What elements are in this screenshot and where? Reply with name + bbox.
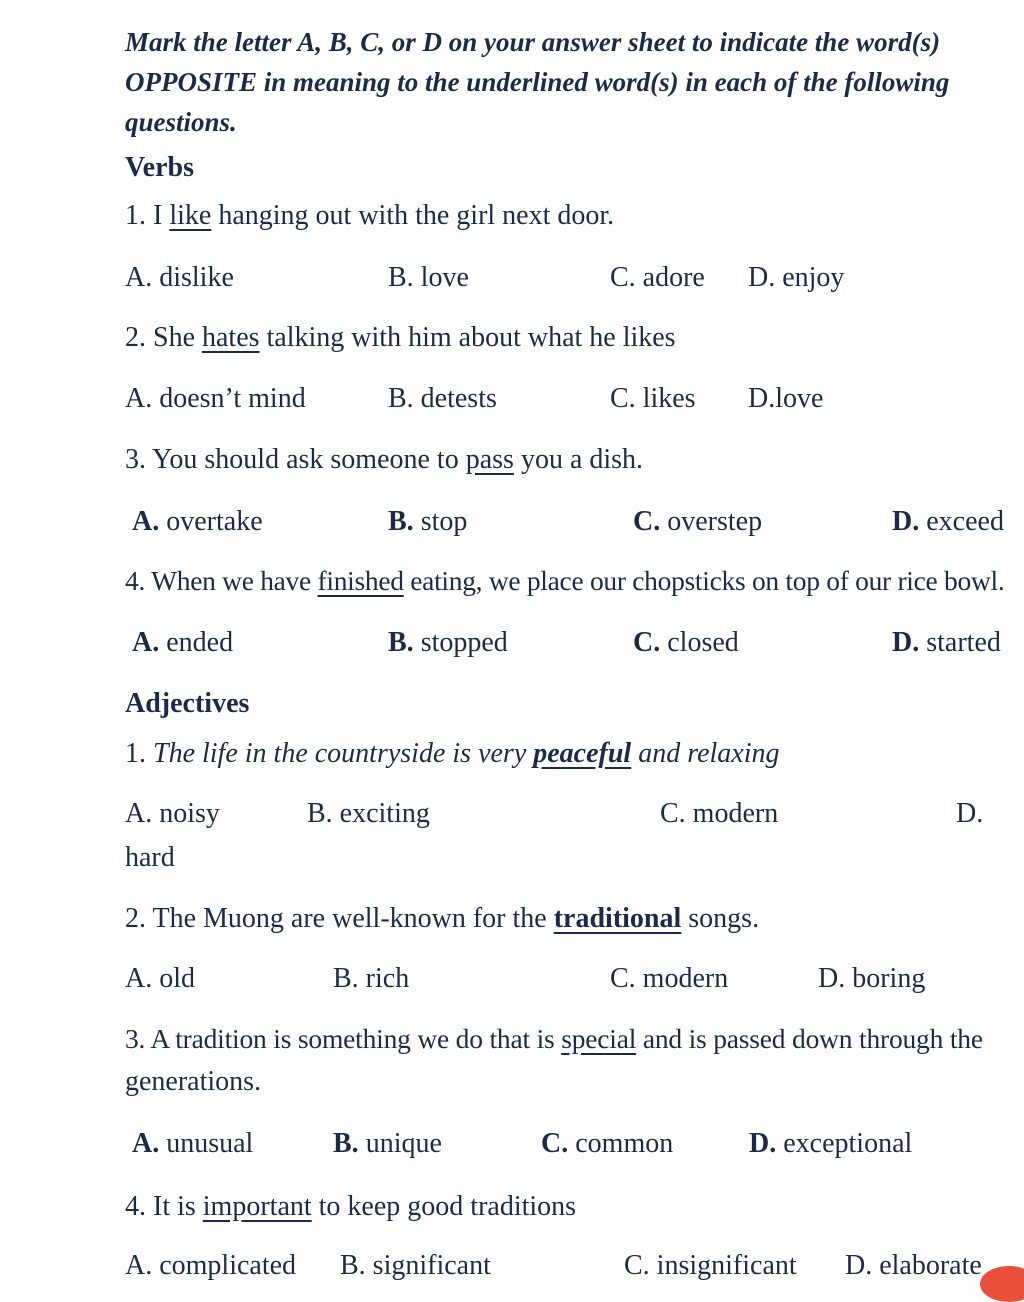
option-b[interactable]	[388, 506, 467, 538]
question-number: 2.	[125, 322, 146, 353]
corner-dot-icon	[980, 1266, 1024, 1302]
option-c[interactable]: C. adore	[610, 262, 705, 293]
adjectives-question-2	[125, 903, 759, 935]
underlined-word: like	[169, 200, 212, 231]
option-letter: B.	[333, 1128, 359, 1159]
question-text: you a dish.	[513, 444, 644, 475]
underlined-word: special	[561, 1023, 637, 1054]
option-text: started	[919, 627, 1001, 658]
option-a[interactable]	[132, 627, 233, 659]
option-text: unusual	[159, 1128, 254, 1159]
question-number: 4.	[125, 1191, 146, 1222]
option-c[interactable]	[541, 1128, 673, 1160]
underlined-word: peaceful	[533, 738, 632, 769]
instructions: Mark the letter A, B, C, or D on your answer sheet to indicate the word(s) OPPOSITE in meaning to the underlined word(s) in each of the following questions.	[125, 27, 950, 137]
option-letter: A.	[132, 1128, 160, 1159]
option-text: ended	[159, 627, 234, 658]
option-c[interactable]	[633, 627, 739, 659]
option-d-continued[interactable]: hard	[125, 842, 175, 873]
question-number: 4.	[125, 565, 146, 596]
question-text: The life in the countryside is very	[153, 738, 534, 769]
option-letter: B.	[388, 627, 414, 658]
adjectives-question-3	[125, 1023, 983, 1055]
option-letter: C.	[633, 627, 661, 658]
verbs-question-2	[125, 322, 676, 354]
option-letter: A.	[132, 627, 160, 658]
option-d[interactable]: D. elaborate	[845, 1250, 982, 1281]
option-a[interactable]: A. dislike	[125, 262, 234, 293]
adjectives-question-1	[125, 738, 780, 770]
question-number: 1.	[125, 738, 146, 769]
option-c[interactable]: C. insignificant	[624, 1250, 797, 1281]
option-a[interactable]: A. doesn’t mind	[125, 383, 306, 414]
question-text: talking with him about what he likes	[259, 322, 676, 353]
option-text: closed	[660, 627, 739, 658]
option-b[interactable]: B. detests	[388, 383, 497, 414]
underlined-word: pass	[465, 444, 514, 475]
option-text: stopped	[413, 627, 508, 658]
question-text: hanging out with the girl next door.	[211, 200, 615, 231]
option-a[interactable]: A. noisy	[125, 798, 220, 829]
question-text: eating, we place our chopsticks on top of our rice bowl.	[403, 565, 1005, 596]
option-text: unique	[358, 1128, 442, 1159]
adjectives-question-3-continued: generations.	[125, 1066, 262, 1097]
option-c[interactable]: C. likes	[610, 383, 696, 414]
question-text: The Muong are well-known for the	[152, 903, 554, 934]
underlined-word: important	[202, 1191, 312, 1222]
option-b[interactable]	[333, 1128, 442, 1160]
section-heading-adjectives: Adjectives	[125, 688, 250, 719]
question-number: 2.	[125, 903, 146, 934]
question-text: She	[153, 322, 202, 353]
option-letter: A.	[132, 506, 160, 537]
question-number: 3.	[125, 444, 146, 475]
option-d[interactable]: D.	[956, 798, 984, 829]
underlined-word: finished	[317, 565, 404, 596]
option-d[interactable]	[892, 506, 1004, 538]
option-d[interactable]: D. enjoy	[748, 262, 845, 293]
verbs-question-1	[125, 200, 614, 232]
option-text: overstep	[660, 506, 763, 537]
adjectives-question-4	[125, 1191, 576, 1223]
option-c[interactable]: C. modern	[660, 798, 779, 829]
underlined-word: hates	[202, 322, 260, 353]
question-text: and is passed down through the	[636, 1023, 983, 1054]
option-b[interactable]: B. love	[388, 262, 469, 293]
question-text: It is	[153, 1191, 203, 1222]
question-text: to keep good traditions	[311, 1191, 577, 1222]
verbs-question-4	[125, 565, 1004, 597]
option-d[interactable]	[749, 1128, 912, 1160]
option-letter: C.	[541, 1128, 569, 1159]
option-a[interactable]	[132, 506, 263, 538]
question-number: 1.	[125, 200, 146, 231]
question-text: A tradition is something we do that is	[150, 1023, 562, 1054]
option-text: exceed	[919, 506, 1004, 537]
option-b[interactable]: B. significant	[340, 1250, 491, 1281]
option-text: stop	[413, 506, 468, 537]
option-letter: D.	[749, 1128, 777, 1159]
option-text: exceptional	[776, 1128, 913, 1159]
option-a[interactable]	[132, 1128, 253, 1160]
question-text: You should ask someone to	[151, 444, 466, 475]
option-letter: D.	[892, 627, 920, 658]
question-number: 3.	[125, 1023, 146, 1054]
option-a[interactable]: A. complicated	[125, 1250, 297, 1281]
option-text: common	[568, 1128, 674, 1159]
underlined-word: traditional	[553, 903, 682, 934]
option-a[interactable]: A. old	[125, 963, 195, 994]
option-c[interactable]	[633, 506, 762, 538]
question-text: When we have	[151, 565, 318, 596]
option-letter: C.	[633, 506, 661, 537]
option-b[interactable]: B. exciting	[307, 798, 430, 829]
question-text: I	[153, 200, 170, 231]
question-text: songs.	[681, 903, 760, 934]
option-b[interactable]	[388, 627, 508, 659]
option-b[interactable]: B. rich	[333, 963, 410, 994]
option-letter: D.	[892, 506, 920, 537]
option-d[interactable]: D. boring	[818, 963, 926, 994]
verbs-question-3	[125, 444, 643, 476]
option-d[interactable]	[892, 627, 1001, 659]
option-text: overtake	[159, 506, 263, 537]
option-c[interactable]: C. modern	[610, 963, 729, 994]
option-d[interactable]: D.love	[748, 383, 824, 414]
question-text: and relaxing	[631, 738, 780, 769]
option-letter: B.	[388, 506, 414, 537]
section-heading-verbs: Verbs	[125, 152, 194, 183]
